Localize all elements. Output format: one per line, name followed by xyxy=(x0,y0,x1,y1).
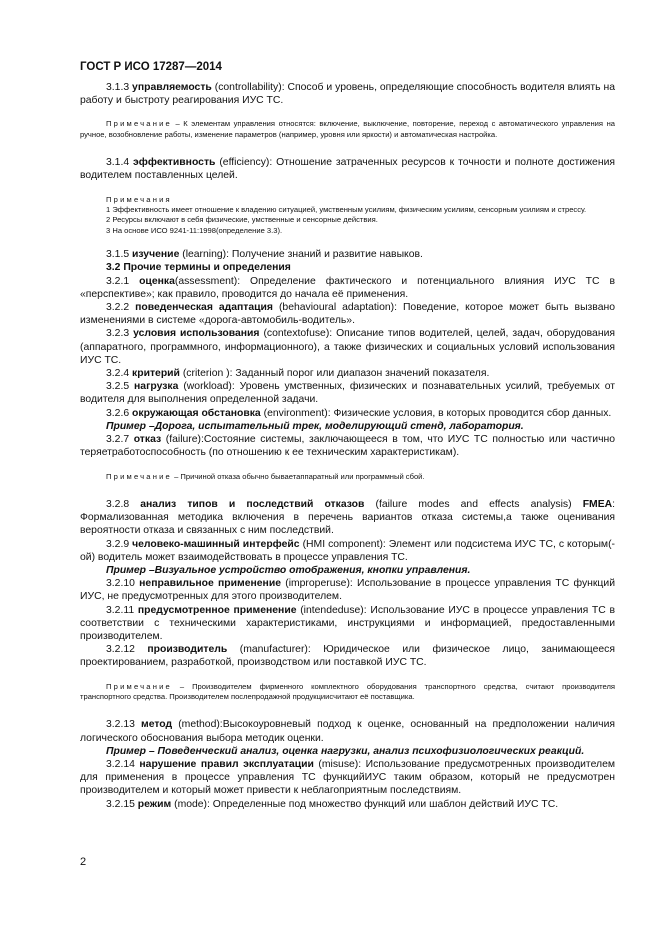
term-name: производитель xyxy=(147,644,228,656)
note-item-1: 1 Эффективность имеет отношение к владению ситуацией, умственным усилиям, физическим усилиям, сенсорным усилиям и стрессу. xyxy=(106,205,587,215)
example-3-2-9: Пример –Визуальное устройство отображения, кнопки управления. xyxy=(106,564,471,576)
term-3-2-3: 3.2.3 условия использования (contextofuse): Описание типов водителей, целей, задач, оборудования (аппаратного, программного, информационного), а также физических и социальных условий использования ИУС ТС. xyxy=(80,328,615,366)
term-name: оценка xyxy=(139,275,175,287)
note-3-1-3: Примечание – К элементам управления относятся: включение, выключение, повторение, переход с автоматического управления на ручное, возобновление работы, изменение параметров (например, уровня или яркости) и автоматическая настройка. xyxy=(80,119,615,139)
term-name: режим xyxy=(137,798,172,810)
term-name: окружающая обстановка xyxy=(132,407,261,419)
example-3-2-13: Пример – Поведенческий анализ, оценка нагрузки, анализ психофизиологических реакций. xyxy=(106,745,585,757)
term-3-2-9: 3.2.9 человеко-машинный интерфейс (HMI component): Элемент или подсистема ИУС ТС, с которым(-ой) водитель может взаимодействовать в процессе управления ТС. xyxy=(80,538,615,563)
term-name: нагрузка xyxy=(134,381,179,393)
term-name: эффективность xyxy=(133,157,216,169)
term-3-2-7: 3.2.7 отказ (failure):Состояние системы, заключающееся в том, что ИУС ТС полностью или частично теряетработоспособность (по отношению к ее техническим характеристикам). xyxy=(80,434,616,459)
term-name: человеко-машинный интерфейс xyxy=(132,538,300,550)
note-3-2-12: Примечание – Производителем фирменного комплектного оборудования транспортного средства, считают производителя транспортного средства. Производителем послепродажной продукциисчитают её поставщика. xyxy=(80,681,615,701)
term-name: поведенческая адаптация xyxy=(135,302,273,314)
notes-3-1-4-label: Примечания xyxy=(106,194,172,204)
term-name: неправильное применение xyxy=(139,578,281,590)
term-abbreviation: FMEA xyxy=(582,498,613,510)
term-name: анализ типов и последствий отказов xyxy=(140,498,365,510)
term-3-2-15: 3.2.15 режим (mode): Определенные под множество функций или шаблон действий ИУС ТС. xyxy=(106,798,559,810)
term-3-2-5: 3.2.5 нагрузка (workload): Уровень умственных, физических и познавательных усилий, требуемых от водителя для выполнения определенной задачи. xyxy=(80,381,615,406)
note-item-2: 2 Ресурсы включают в себя физические, умственные и сенсорные действия. xyxy=(106,215,378,225)
document-header: ГОСТ Р ИСО 17287—2014 xyxy=(80,61,222,73)
section-heading-3-2: 3.2 Прочие термины и определения xyxy=(106,262,291,274)
term-3-2-1: 3.2.1 оценка(assessment): Определение фактического и потенциального влияния ИУС ТС в «перспективе»; как правило, проводится до начала её применения. xyxy=(80,275,616,300)
term-3-1-5: 3.1.5 изучение (learning): Получение знаний и развитие навыков. xyxy=(106,249,423,261)
term-3-2-10: 3.2.10 неправильное применение (improperuse): Использование в процессе управления ТС функций ИУС, не предусмотренных для этого производителем. xyxy=(80,578,615,603)
note-3-2-7: Примечание – Причиной отказа обычно бываетаппаратный или программный сбой. xyxy=(106,471,425,481)
term-name: управляемость xyxy=(132,82,212,93)
term-3-2-4: 3.2.4 критерий (criterion ): Заданный порог или диапазон значений показателя. xyxy=(106,368,490,380)
term-3-2-6: 3.2.6 окружающая обстановка (environment): Физические условия, в которых проводится сбор данных. xyxy=(106,407,612,419)
term-name: метод xyxy=(141,719,173,731)
note-item-3: 3 На основе ИСО 9241-11:1998(определение 3.3). xyxy=(106,225,283,235)
term-3-2-8: 3.2.8 анализ типов и последствий отказов (failure modes and effects analysis) FMEA: Формализованная методика включения в перечень вариантов отказа системы,а также оценивания вероятности отказа и связанных с ним последствий. xyxy=(80,498,616,537)
term-3-2-12: 3.2.12 производитель (manufacturer): Юридическое или физическое лицо, занимающееся проектированием, разработкой, производством или поставкой ИУС ТС. xyxy=(80,644,615,669)
term-3-2-14: 3.2.14 нарушение правил эксплуатации (misuse): Использование предусмотренных производителем для применения в процессе управления ТС функцийИУС таким образом, который не предусмотрен производителем и который может привести к неблагоприятным последствиям. xyxy=(80,758,615,797)
document-body xyxy=(80,81,615,811)
page-number: 2 xyxy=(80,856,87,868)
term-3-1-3: 3.1.3 управляемость (controllability): Способ и уровень, определяющие способность водителя влиять на работу и быстроту реагирования ИУС ТС. xyxy=(80,82,615,107)
term-name: условия использования xyxy=(133,328,260,340)
term-name: отказ xyxy=(133,434,162,446)
term-name: критерий xyxy=(132,368,180,380)
term-name: предусмотренное применение xyxy=(137,604,297,616)
term-name: изучение xyxy=(132,249,180,261)
example-3-2-6: Пример –Дорога, испытательный трек, моделирующий стенд, лаборатория. xyxy=(106,420,524,432)
term-3-2-13: 3.2.13 метод (method):Высокоуровневый подход к оценке, основанный на предположении наличия логического обоснования выбора методик оценки. xyxy=(80,719,615,744)
term-3-1-4: 3.1.4 эффективность (efficiency): Отношение затраченных ресурсов к точности и полноте достижения водителем поставленных целей. xyxy=(80,157,616,182)
term-3-2-2: 3.2.2 поведенческая адаптация (behavioural adaptation): Поведение, которое может быть вызвано изменениями в системе «дорога-автомобиль-водитель». xyxy=(80,302,615,327)
term-3-2-11: 3.2.11 предусмотренное применение (intendeduse): Использование ИУС в процессе управления ТС в соответствии с техническими характеристиками, инструкциями и информацией, предоставленными производителем. xyxy=(80,604,616,642)
term-name: нарушение правил эксплуатации xyxy=(139,758,314,770)
